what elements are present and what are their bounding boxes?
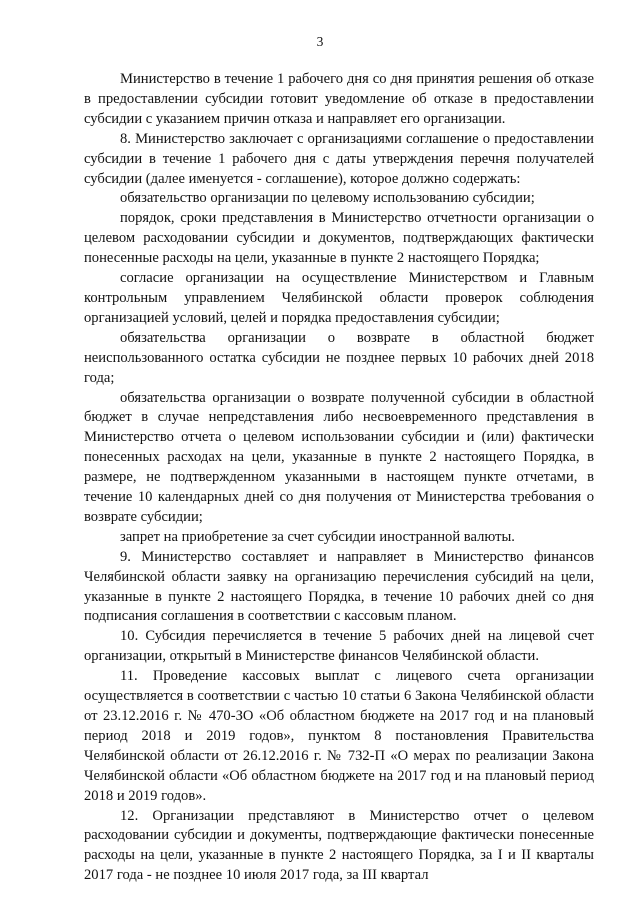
paragraph-9-application: 9. Министерство составляет и направляет в Министерство финансов Челябинской области заявку на организацию перечисления субсидий на цели, указанные в пункте 2 настоящего Порядка, в течение 10 рабочих дней со дня подписания соглашения в соответствии с кассовым планом. bbox=[84, 548, 594, 625]
paragraph-foreign-currency-ban: запрет на приобретение за счет субсидии иностранной валюты. bbox=[120, 528, 515, 545]
paragraph-12-reports: 12. Организации представляют в Министерство отчет о целевом расходовании субсидии и документы, подтверждающие фактически понесенные расходы на цели, указанные в пункте 2 настоящего Порядка, за I и II кварталы 2017 года - не позднее 10 июля 2017 года, за III квартал bbox=[84, 807, 594, 884]
paragraph-reporting-procedure: порядок, сроки представления в Министерство отчетности организации о целевом расходовании субсидии и документов, подтверждающих фактически понесенные расходы на цели, указанные в пункте 2 настоящего Порядка; bbox=[84, 210, 594, 267]
paragraph-10-transfer: 10. Субсидия перечисляется в течение 5 рабочих дней на лицевой счет организации, открытый в Министерстве финансов Челябинской области. bbox=[84, 628, 594, 665]
paragraph-target-use-obligation: обязательство организации по целевому использованию субсидии; bbox=[120, 190, 535, 207]
paragraph-8-agreement: 8. Министерство заключает с организациями соглашение о предоставлении субсидии в течение 1 рабочего дня с даты утверждения перечня получателей субсидии (далее именуется - соглашение), которое должно содержать: bbox=[84, 130, 594, 187]
page-number: 3 bbox=[316, 34, 324, 49]
paragraph-refusal-notice: Министерство в течение 1 рабочего дня со дня принятия решения об отказе в предоставлении субсидии готовит уведомление об отказе в предоставлении субсидии с указанием причин отказа и направляет его организации. bbox=[84, 71, 594, 127]
paragraph-11-cash-payments: 11. Проведение кассовых выплат с лицевого счета организации осуществляется в соответствии с частью 10 статьи 6 Закона Челябинской области от 23.12.2016 г. № 470-ЗО «Об областном бюджете на 2017 год и на плановый период 2018 и 2019 годов», пунктом 8 постановления Правительства Челябинской области от 26.12.2016 г. № 732-П «О мерах по реализации Закона Челябинской области «Об областном бюджете на 2017 год и на плановый период 2018 и 2019 годов». bbox=[84, 668, 594, 804]
document-body bbox=[84, 70, 594, 886]
paragraph-unused-balance-return: обязательства организации о возврате в областной бюджет неиспользованного остатка субсидии не позднее первых 10 рабочих дней 2018 года; bbox=[84, 329, 594, 386]
paragraph-subsidy-return-obligation: обязательства организации о возврате полученной субсидии в областной бюджет в случае непредставления либо несвоевременного представления в Министерство отчета о целевом использовании субсидии и (или) фактически понесенных расходах на цели, указанные в пункте 2 настоящего Порядка, в размере, не подтвержденном указанными в настоящем пункте отчетами, в течение 10 календарных дней со дня получения от Министерства требования о возврате субсидии; bbox=[84, 389, 594, 525]
paragraph-inspection-consent: согласие организации на осуществление Министерством и Главным контрольным управлением Челябинской области проверок соблюдения организацией условий, целей и порядка предоставления субсидии; bbox=[84, 270, 594, 326]
